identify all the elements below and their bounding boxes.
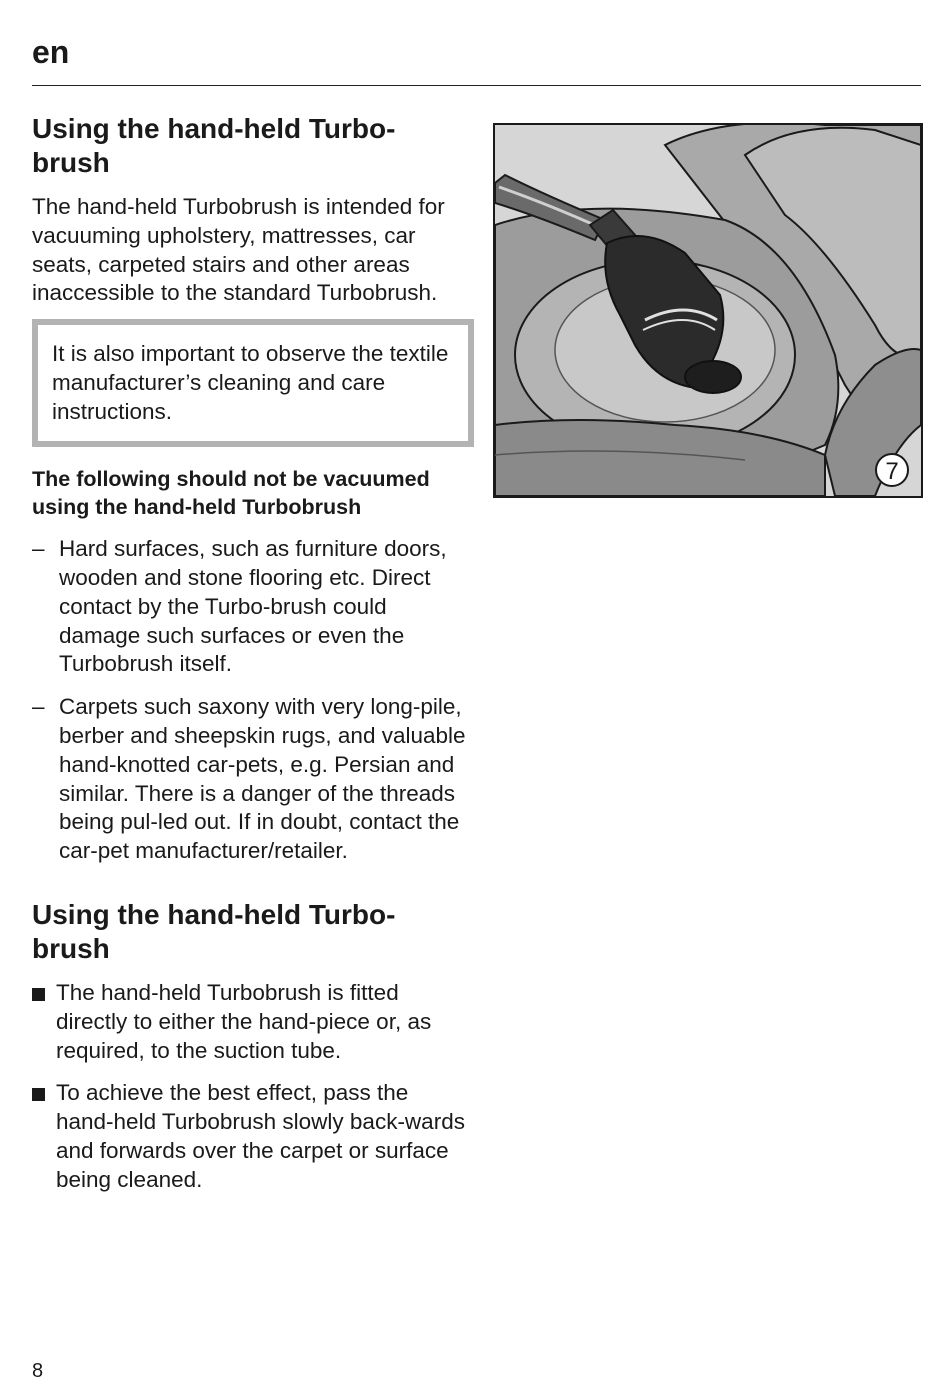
section-title-2: Using the hand-held Turbo- brush — [32, 898, 396, 964]
language-tag: en — [32, 34, 70, 70]
step-list — [32, 979, 468, 1195]
warning-list — [32, 535, 468, 866]
list-item — [32, 1079, 468, 1194]
list-item-text: The hand-held Turbobrush is fitted directly to either the hand-piece or, as required, to the suction tube. — [56, 979, 432, 1063]
figure-number: 7 — [885, 458, 899, 485]
turbobrush-illustration — [495, 125, 921, 496]
dash-marker: – — [32, 694, 45, 720]
section-title: Using the hand-held Turbo- brush — [32, 113, 396, 178]
list-item-text: Carpets such saxony with very long-pile, berber and sheepskin rugs, and valuable hand-knotted car-pets, e.g. Persian and similar. There is a danger of the threads being pul-led out. If in doubt, contact the car-pet manufacturer/retailer. — [59, 694, 466, 864]
note-box — [32, 319, 474, 446]
square-bullet-icon — [32, 1088, 45, 1101]
list-item-text: To achieve the best effect, pass the hand-held Turbobrush slowly back-wards and forwards over the carpet or surface being cleaned. — [56, 1080, 465, 1192]
list-item — [32, 693, 468, 866]
dash-marker: – — [32, 536, 45, 562]
list-item — [32, 535, 468, 679]
list-item — [32, 979, 468, 1065]
square-bullet-icon — [32, 988, 45, 1001]
illustration-figure — [493, 123, 923, 498]
note-text: It is also important to observe the textile manufacturer’s cleaning and care instructions. — [52, 341, 449, 424]
header-rule — [32, 85, 921, 86]
text-column — [32, 112, 468, 1209]
intro-paragraph: The hand-held Turbobrush is intended for vacuuming upholstery, mattresses, car seats, carpeted stairs and other areas inaccessible to the standard Turbobrush. — [32, 194, 445, 306]
list-item-text: Hard surfaces, such as furniture doors, wooden and stone flooring etc. Direct contact by the Turbo-brush could damage such surfaces or even the Turbobrush itself. — [59, 536, 447, 677]
warning-heading: The following should not be vacuumed using the hand-held Turbobrush — [32, 466, 430, 520]
page-number: 8 — [32, 1360, 44, 1382]
